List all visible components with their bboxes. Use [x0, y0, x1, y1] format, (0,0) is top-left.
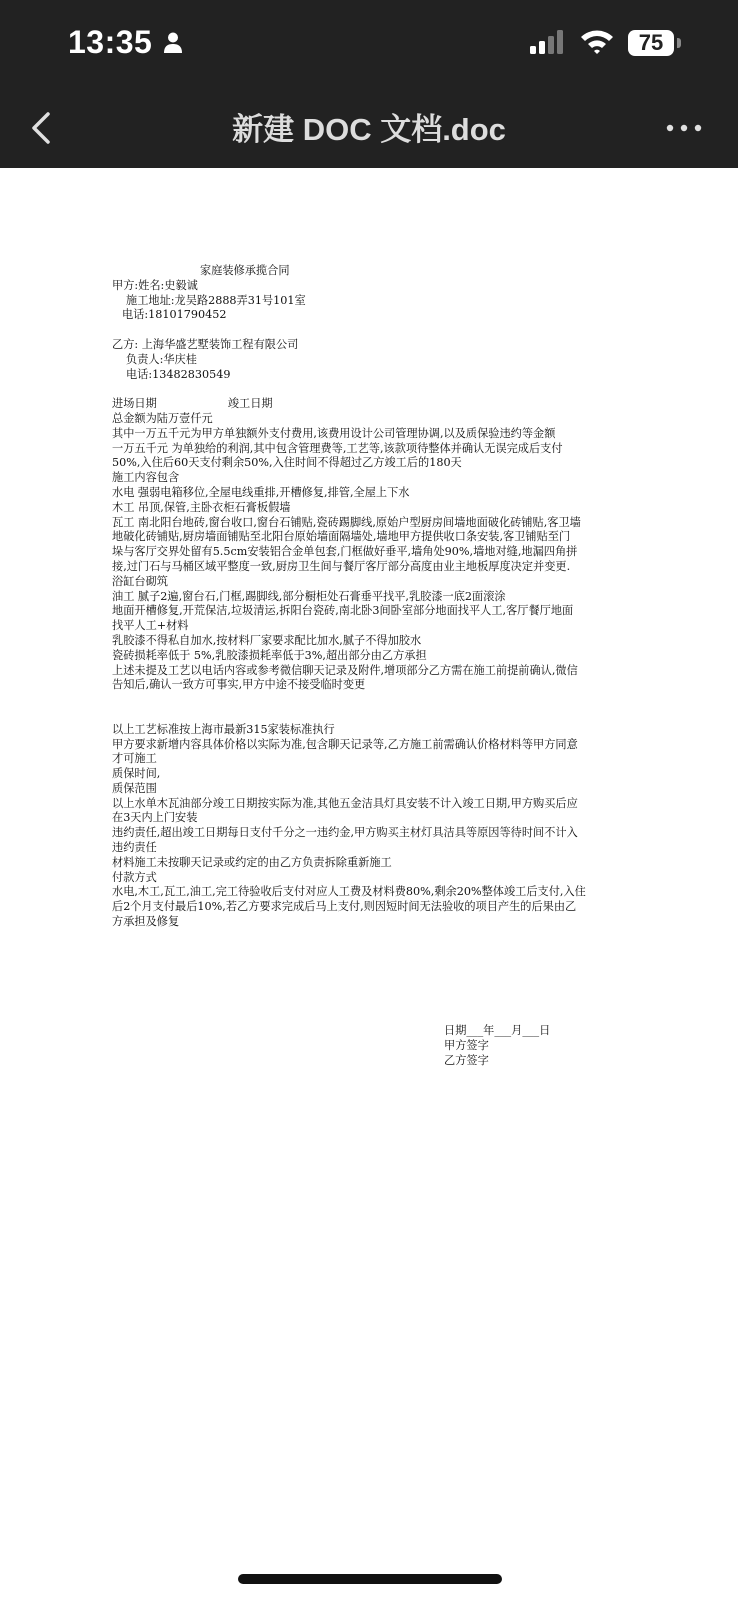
- party-a-address: 施工地址:龙吴路2888弄31号101室: [126, 293, 306, 307]
- party-a-phone: 电话:18101790452: [122, 308, 227, 322]
- home-indicator[interactable]: [238, 1574, 502, 1584]
- body-line: 其中一万五千元为甲方单独额外支付费用,该费用设计公司管理协调,以及质保验违约等金额: [112, 426, 556, 440]
- terms-line: 方承担及修复: [112, 915, 180, 929]
- body-line: 一万五千元 为单独给的利润,其中包含管理费等,工艺等,该款项待整体并确认无误完成后支付: [112, 441, 563, 455]
- party-b-signature: 乙方签字: [444, 1053, 489, 1067]
- party-a-signature: 甲方签字: [444, 1038, 489, 1052]
- party-b-company: 乙方: 上海华盛艺墅装饰工程有限公司: [112, 337, 299, 351]
- body-line: 告知后,确认一致方可事实,甲方中途不接受临时变更: [112, 678, 366, 692]
- terms-line: 在3天内上门安装: [112, 811, 198, 825]
- contract-body: [112, 397, 632, 693]
- body-line: 木工 吊顶,保管,主卧衣柜石膏板假墙: [112, 500, 291, 514]
- contract-heading: 家庭装修承揽合同: [200, 264, 290, 277]
- terms-line: 以上水单木瓦油部分竣工日期按实际为准,其他五金洁具灯具安装不计入竣工日期,甲方购买后应: [112, 796, 578, 810]
- battery-tip: [677, 38, 681, 48]
- terms-line: 质保范围: [112, 781, 157, 795]
- document-title: 新建 DOC 文档.doc: [232, 112, 506, 147]
- more-button[interactable]: [664, 118, 704, 138]
- terms-line: 质保时间,: [112, 767, 161, 781]
- spacer: [112, 693, 632, 723]
- body-line: 地面开槽修复,开荒保洁,垃圾清运,拆阳台瓷砖,南北卧3间卧室部分地面找平人工,客厅餐厅地面: [112, 604, 574, 618]
- signature-block: [444, 1024, 550, 1068]
- body-line: 瓦工 南北阳台地砖,窗台收口,窗台石铺贴,瓷砖踢脚线,原始户型厨房间墙地面破化砖铺贴,客卫墙: [112, 515, 581, 529]
- party-b-contact: 负责人:华庆桂: [126, 352, 197, 366]
- body-line: 总金额为陆万壹仟元: [112, 411, 213, 425]
- signature-date: 日期___年___月___日: [444, 1024, 551, 1037]
- terms-line: 材料施工未按聊天记录或约定的由乙方负责拆除重新施工: [112, 855, 392, 869]
- body-line: 进场日期 竣工日期: [112, 397, 273, 411]
- status-time: 13:35: [68, 24, 153, 60]
- body-line: 垛与客厅交界处留有5.5cm安装铝合金单包套,门框做好垂平,墙角处90%,墙地对缝,地漏四角拼: [112, 545, 578, 559]
- body-line: 上述未提及工艺以电话内容或参考微信聊天记录及附件,增项部分乙方需在施工前提前确认,微信: [112, 663, 578, 677]
- body-line: 乳胶漆不得私自加水,按材料厂家要求配比加水,腻子不得加胶水: [112, 633, 422, 647]
- body-line: 油工 腻子2遍,窗台石,门框,踢脚线,部分橱柜处石膏垂平找平,乳胶漆一底2面滚涂: [112, 589, 506, 603]
- spacer: [112, 382, 632, 397]
- body-line: 水电 强弱电箱移位,全屋电线重排,开槽修复,排管,全屋上下水: [112, 485, 410, 499]
- body-line: 50%,入住后60天支付剩余50%,入住时间不得超过乙方竣工后的180天: [112, 456, 462, 470]
- status-bar: [0, 0, 738, 88]
- body-line: 施工内容包含: [112, 471, 180, 485]
- signal-icon: [530, 30, 564, 54]
- more-horizontal-icon: [664, 118, 704, 138]
- terms-line: 违约责任,超出竣工日期每日支付千分之一违约金,甲方购买主材灯具洁具等原因等待时间不计入: [112, 826, 578, 840]
- terms-line: 以上工艺标准按上海市最新315家装标准执行: [112, 722, 335, 736]
- spacer: [112, 323, 632, 338]
- nav-bar: [0, 88, 738, 168]
- terms-line: 付款方式: [112, 870, 157, 884]
- party-b-phone: 电话:13482830549: [126, 367, 231, 381]
- body-line: 浴缸台砌筑: [112, 574, 168, 588]
- battery-level: 75: [638, 30, 664, 55]
- terms-line: 才可施工: [112, 752, 157, 766]
- terms-line: 违约责任: [112, 841, 157, 855]
- body-line: 找平人工+材料: [112, 619, 189, 633]
- battery-icon: [628, 30, 674, 56]
- terms-line: 甲方要求新增内容具体价格以实际为准,包含聊天记录等,乙方施工前需确认价格材料等甲方同意: [112, 737, 578, 751]
- terms-line: 水电,木工,瓦工,油工,完工待验收后支付对应人工费及材料费80%,剩余20%整体竣工后支付,入住: [112, 885, 586, 899]
- body-line: 接,过门石与马桶区域平整度一致,厨房卫生间与餐厅客厅部分高度由业主地板厚度决定并变更.: [112, 559, 571, 573]
- party-a-name: 甲方:姓名:史毅诚: [112, 278, 198, 292]
- wifi-icon: [580, 28, 614, 54]
- terms-line: 后2个月支付最后10%,若乙方要求完成后马上支付,则因短时间无法验收的项目产生的后果由乙: [112, 900, 577, 914]
- contract-terms: [112, 723, 632, 930]
- person-icon: [164, 32, 182, 54]
- body-line: 地破化砖铺贴,厨房墙面铺贴至北阳台原始墙面隔墙处,墙地甲方提供收口条安装,客卫铺贴至门: [112, 530, 571, 544]
- document-page: [112, 264, 632, 930]
- body-line: 瓷砖损耗率低于 5%,乳胶漆损耗率低于3%,超出部分由乙方承担: [112, 648, 427, 662]
